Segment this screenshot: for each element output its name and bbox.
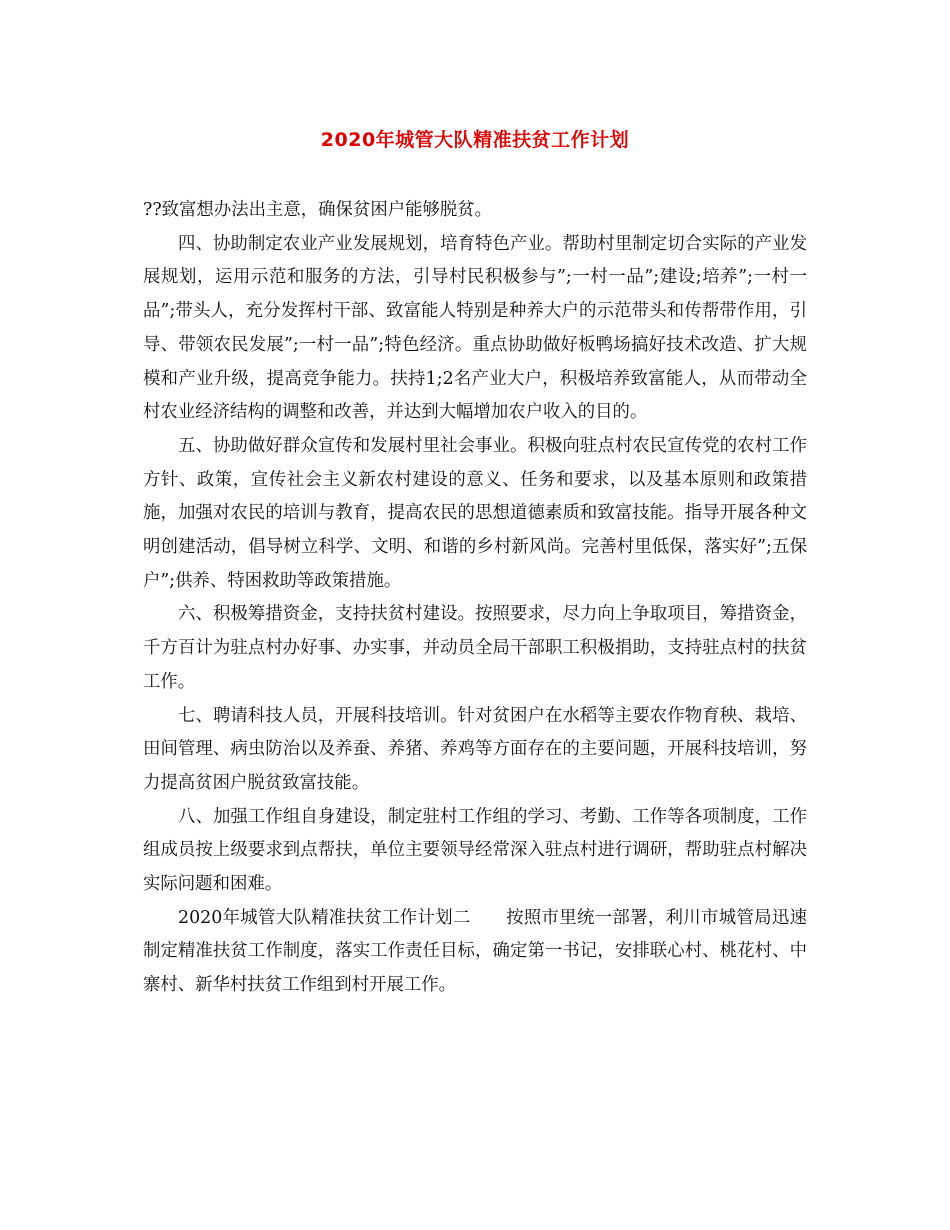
paragraph-section-7: 七、聘请科技人员，开展科技培训。针对贫困户在水稻等主要农作物育秧、栽培、田间管理、病虫防治以及养蚕、养猪、养鸡等方面存在的主要问题，开展科技培训，努力提高贫困户脱贫致富技能。 <box>143 705 807 793</box>
paragraph-plan-two: 2020年城管大队精准扶贫工作计划二 按照市里统一部署，利川市城管局迅速制定精准扶贫工作制度，落实工作责任目标，确定第一书记，安排联心村、桃花村、中寨村、新华村扶贫工作组到村开展工作。 <box>143 907 807 996</box>
paragraph-section-6: 六、积极筹措资金，支持扶贫村建设。按照要求，尽力向上争取项目，筹措资金，千方百计为驻点村办好事、办实事，并动员全局干部职工积极捐助，支持驻点村的扶贫工作。 <box>143 604 807 692</box>
paragraph-continuation: ??致富想办法出主意，确保贫困户能够脱贫。 <box>143 200 493 220</box>
document-title: 2020年城管大队精准扶贫工作计划 <box>320 129 630 151</box>
paragraph-section-8: 八、加强工作组自身建设，制定驻村工作组的学习、考勤、工作等各项制度，工作组成员按上级要求到点帮扶，单位主要领导经常深入驻点村进行调研，帮助驻点村解决实际问题和困难。 <box>143 806 807 895</box>
document-body <box>143 194 807 1003</box>
paragraph-section-5: 五、协助做好群众宣传和发展村里社会事业。积极向驻点村农民宣传党的农村工作方针、政策，宣传社会主义新农村建设的意义、任务和要求，以及基本原则和政策措施，加强对农民的培训与教育，提高农民的思想道德素质和致富技能。指导开展各种文明创建活动，倡导树立科学、文明、和谐的乡村新风尚。完善村里低保，落实好”;五保户”;供养、特困救助等政策措施。 <box>143 435 807 591</box>
paragraph-section-4: 四、协助制定农业产业发展规划，培育特色产业。帮助村里制定切合实际的产业发展规划，运用示范和服务的方法，引导村民积极参与”;一村一品”;建设;培养”;一村一品”;带头人，充分发挥村干部、致富能人特别是种养大户的示范带头和传帮带作用，引导、带领农民发展”;一村一品”;特色经济。重点协助做好板鸭场搞好技术改造、扩大规模和产业升级，提高竞争能力。扶持1;2名产业大户，积极培养致富能人，从而带动全村农业经济结构的调整和改善，并达到大幅增加农户收入的目的。 <box>143 233 807 423</box>
